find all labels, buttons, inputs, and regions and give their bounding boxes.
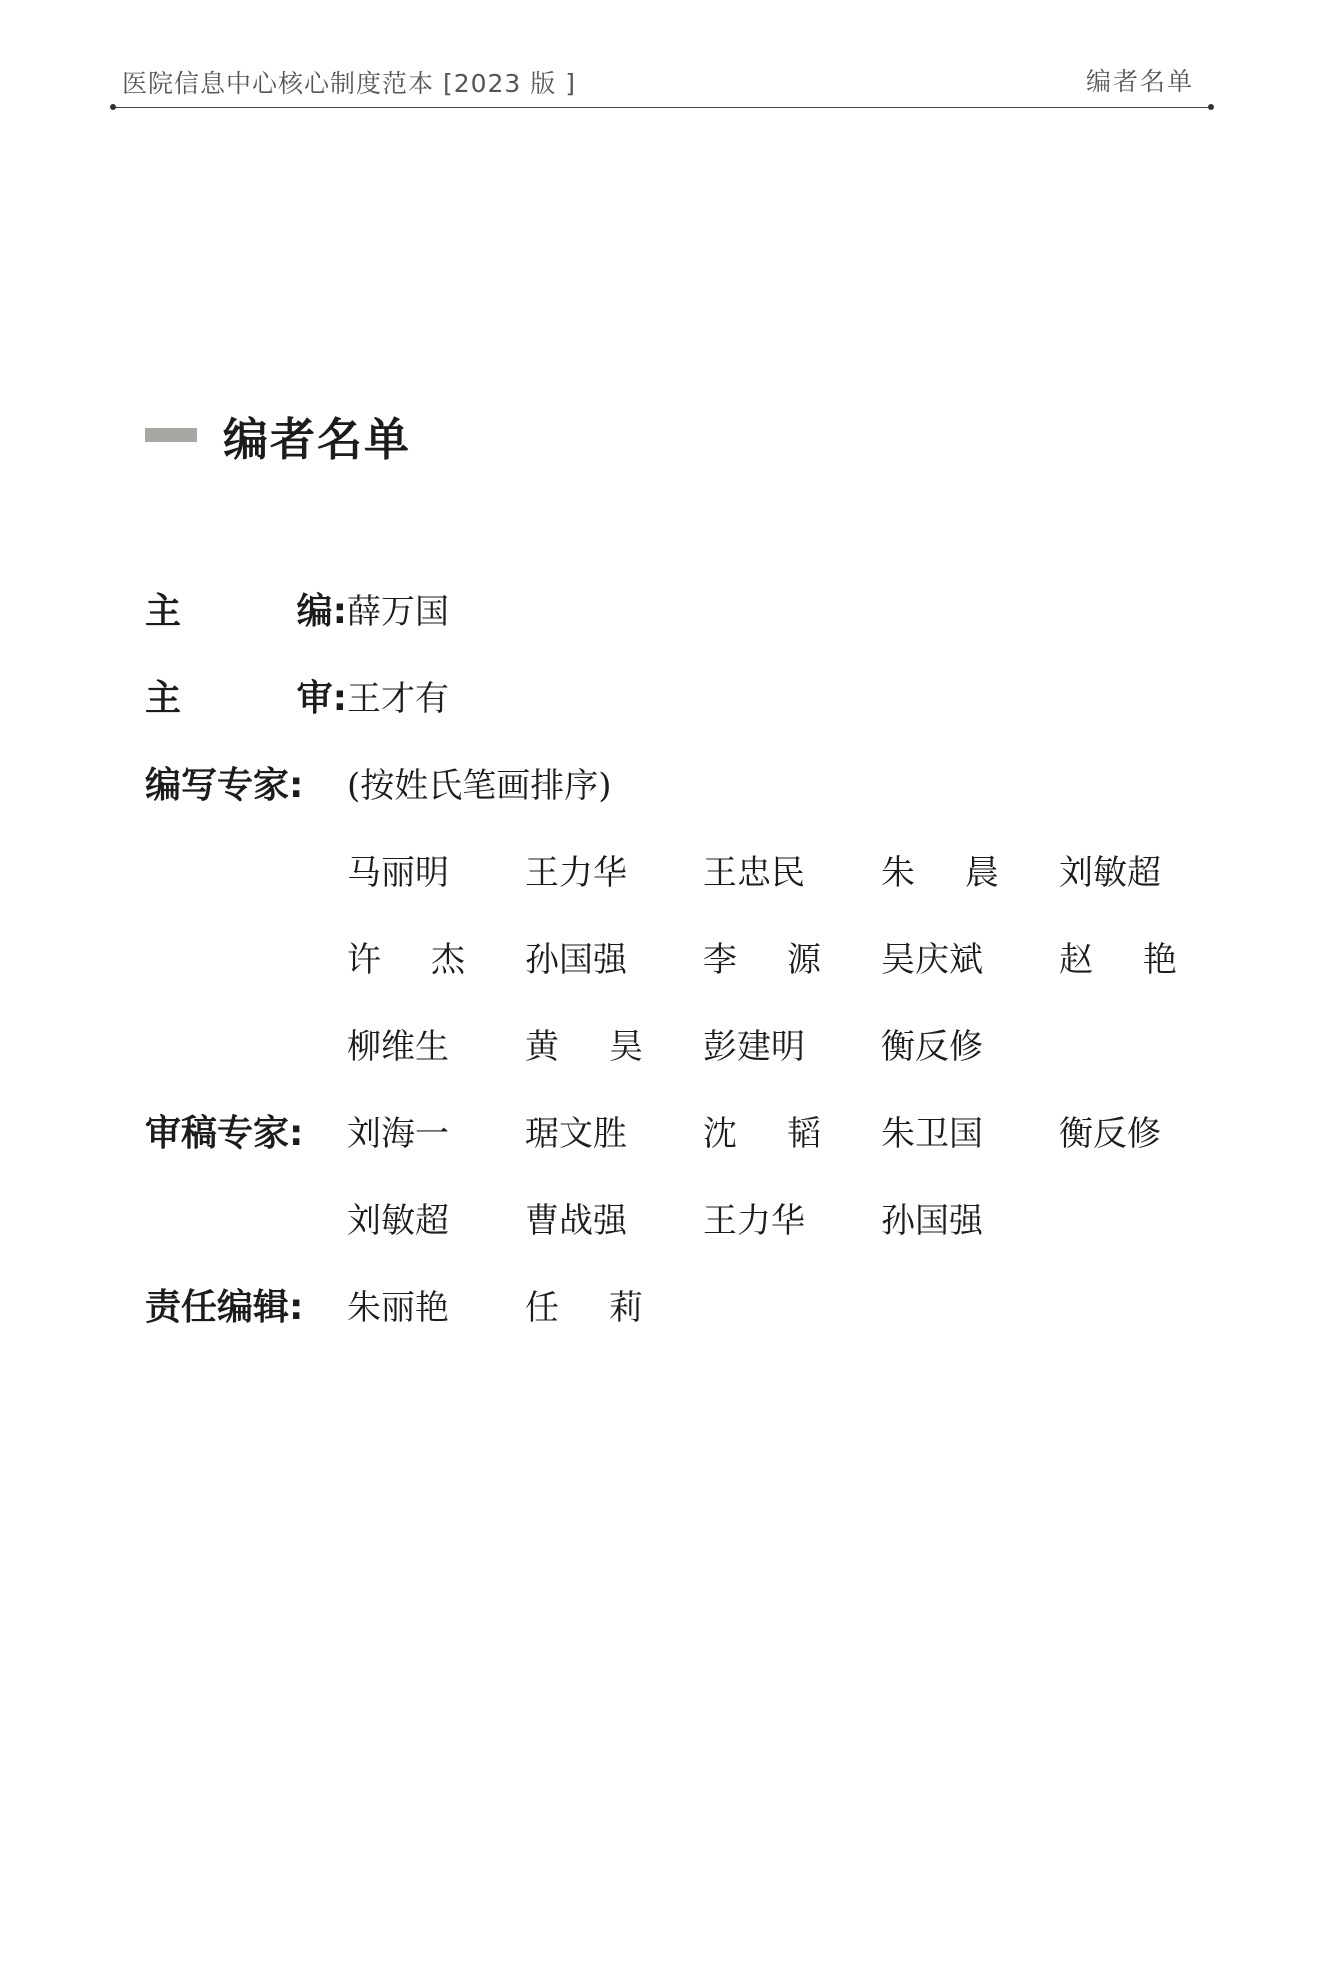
chief-editor-label (145, 583, 347, 634)
review-experts-row-2 (145, 1174, 1195, 1261)
writing-experts-names-2 (347, 932, 1237, 981)
writing-experts-label: 编写专家: (145, 765, 304, 806)
person-name: 黄 昊 (525, 1027, 643, 1067)
person-name: 王才有 (347, 679, 449, 719)
divider-end-dot-right (1208, 104, 1214, 110)
person-name: 马丽明 (347, 853, 449, 893)
review-experts-names-2 (347, 1193, 1059, 1242)
document-title: 医院信息中心核心制度范本 [2023 版 ] (122, 69, 576, 98)
review-experts-names-1 (347, 1106, 1237, 1155)
person-name: 衡反修 (881, 1027, 983, 1067)
responsible-editors-names (347, 1280, 703, 1329)
person-name: 王忠民 (703, 853, 805, 893)
person-name: 吴庆斌 (881, 940, 983, 980)
person-name: 刘敏超 (347, 1201, 449, 1241)
person-name: 任 莉 (525, 1288, 643, 1328)
writing-experts-row-2 (145, 913, 1195, 1000)
credits-list (145, 565, 1195, 1348)
writing-experts-names-1 (347, 845, 1237, 894)
chief-reviewer-row (145, 652, 1195, 739)
person-name: 琚文胜 (525, 1114, 627, 1154)
person-name: 曹战强 (525, 1201, 627, 1241)
responsible-editors-row (145, 1261, 1195, 1348)
header-divider (112, 107, 1212, 108)
review-experts-row-1 (145, 1087, 1195, 1174)
person-name: 刘海一 (347, 1114, 449, 1154)
writing-experts-names-3 (347, 1019, 1059, 1068)
chief-reviewer-label (145, 670, 347, 721)
chief-reviewer-names (347, 671, 525, 720)
sort-order-note: (按姓氏笔画排序) (347, 766, 612, 806)
chief-editor-label-part2: 编: (296, 591, 347, 632)
heading-bar-marker (145, 428, 197, 442)
person-name: 薛万国 (347, 592, 449, 632)
writing-experts-row-3 (145, 1000, 1195, 1087)
person-name: 衡反修 (1059, 1114, 1161, 1154)
page-header (112, 56, 1212, 108)
review-experts-label: 审稿专家: (145, 1113, 304, 1154)
chief-editor-label-part1: 主 (145, 591, 182, 632)
chief-editor-row (145, 565, 1195, 652)
running-section-name: 编者名单 (1085, 67, 1194, 96)
person-name: 柳维生 (347, 1027, 449, 1067)
section-title: 编者名单 (223, 412, 412, 466)
section-heading (145, 405, 411, 465)
person-name: 朱丽艳 (347, 1288, 449, 1328)
person-name: 朱卫国 (881, 1114, 983, 1154)
person-name: 刘敏超 (1059, 853, 1161, 893)
person-name: 彭建明 (703, 1027, 805, 1067)
person-name: 孙国强 (525, 940, 627, 980)
divider-end-dot-left (110, 104, 116, 110)
responsible-editors-label: 责任编辑: (145, 1287, 304, 1328)
writing-experts-header-row (145, 739, 1195, 826)
chief-reviewer-label-part2: 审: (296, 678, 347, 719)
person-name: 许 杰 (347, 940, 465, 980)
chief-reviewer-label-part1: 主 (145, 678, 182, 719)
person-name: 孙国强 (881, 1201, 983, 1241)
person-name: 朱 晨 (881, 853, 999, 893)
person-name: 王力华 (703, 1201, 805, 1241)
person-name: 李 源 (703, 940, 821, 980)
person-name: 赵 艳 (1059, 940, 1177, 980)
person-name: 王力华 (525, 853, 627, 893)
chief-editor-names (347, 584, 525, 633)
person-name: 沈 韬 (703, 1114, 821, 1154)
writing-experts-row-1 (145, 826, 1195, 913)
